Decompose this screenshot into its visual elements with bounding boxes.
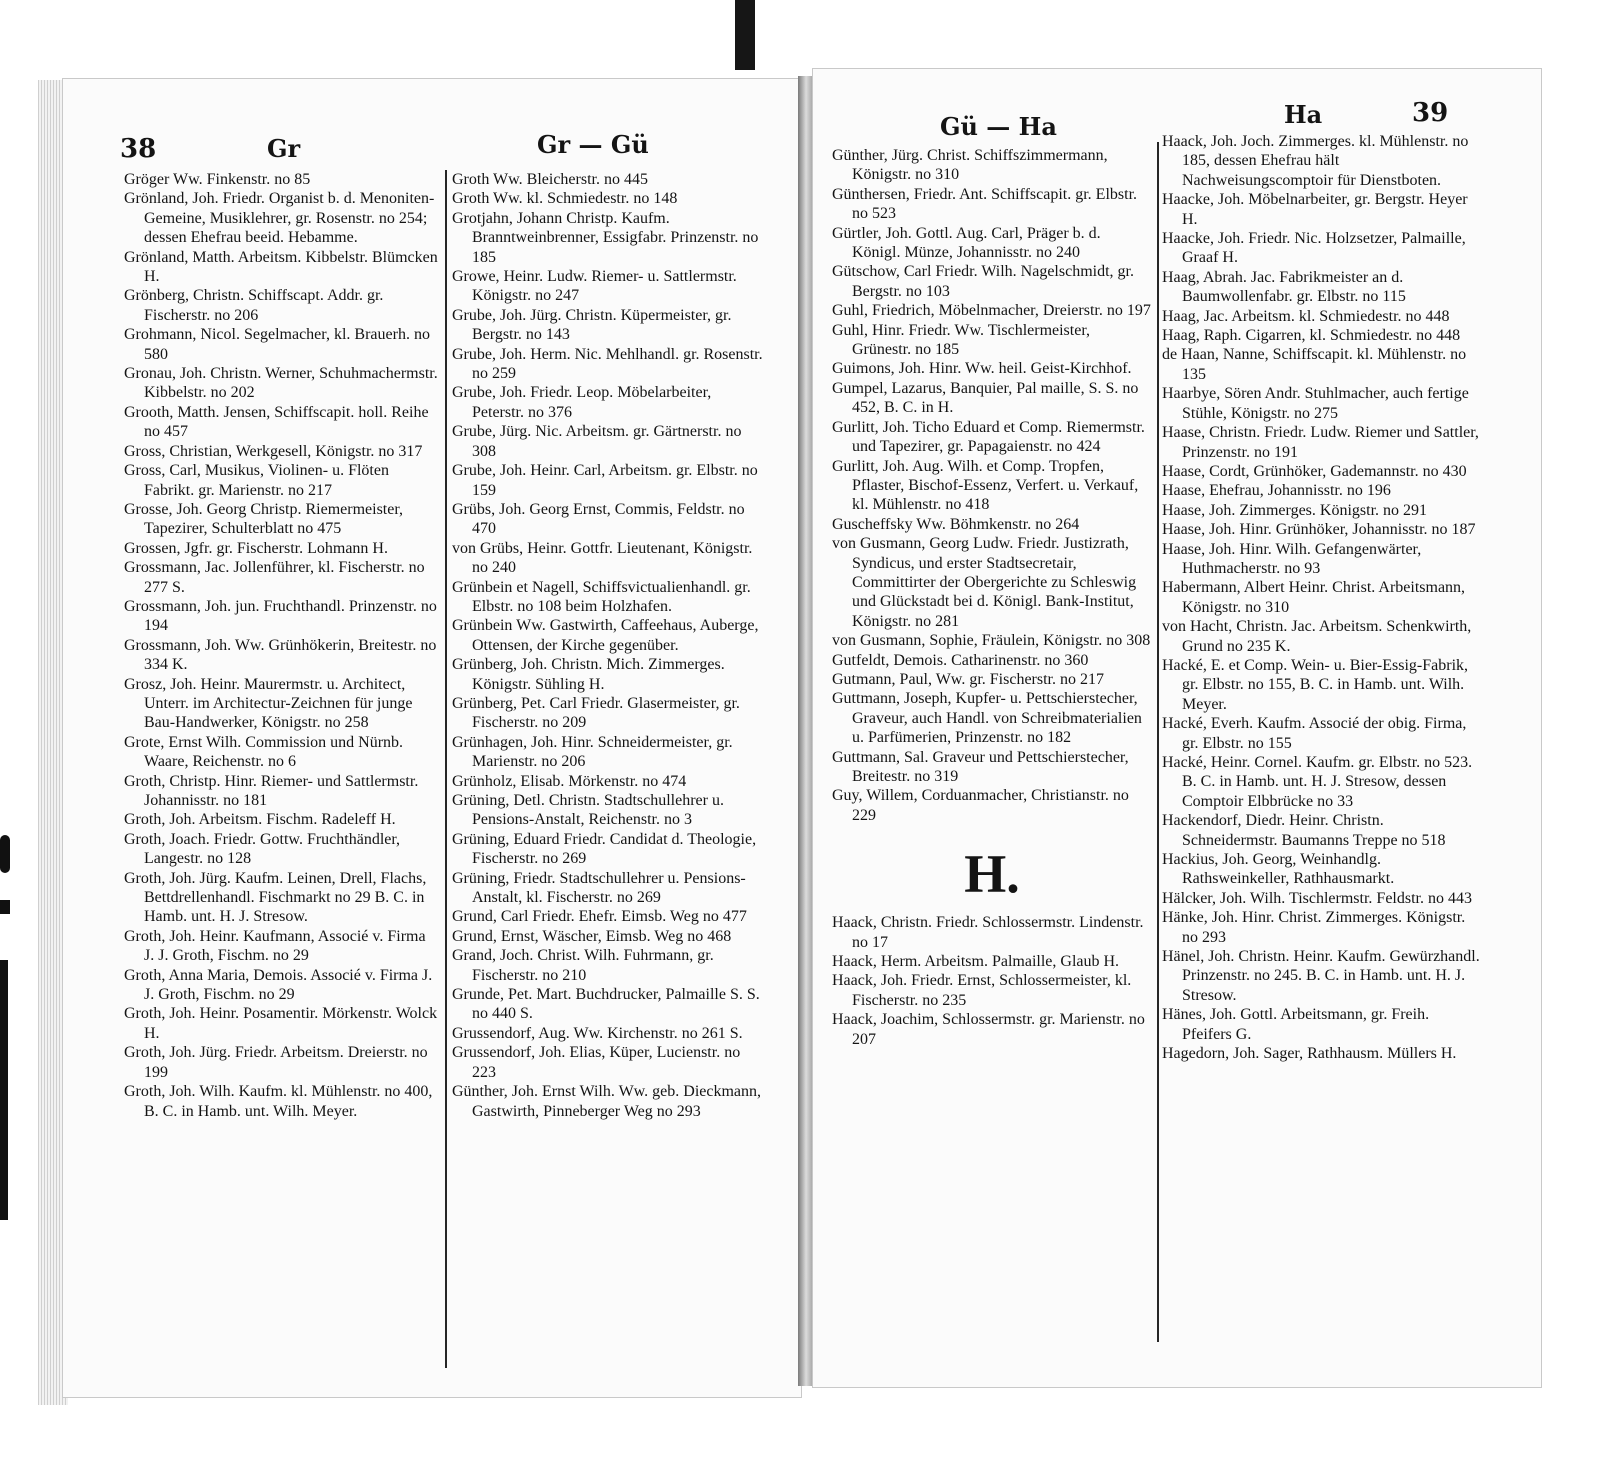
column-rule [1157, 142, 1159, 1342]
page-header-right: Gr — Gü [537, 130, 649, 159]
directory-entry: Grünberg, Joh. Christn. Mich. Zimmerges. Königstr. Sühling H. [452, 656, 725, 693]
directory-entry: Hacké, E. et Comp. Wein- u. Bier-Essig-Fabrik, gr. Elbstr. no 155, B. C. in Hamb. unt. Wilh. Meyer. [1162, 656, 1469, 713]
directory-entry: Grund, Carl Friedr. Ehefr. Eimsb. Weg no 477 [452, 908, 747, 926]
directory-entry: Haase, Ehefrau, Johannisstr. no 196 [1162, 482, 1391, 500]
column-rule [445, 170, 447, 1368]
directory-entry: de Haan, Nanne, Schiffscapit. kl. Mühlenstr. no 135 [1162, 346, 1467, 383]
directory-entry: Guy, Willem, Corduanmacher, Christianstr. no 229 [832, 787, 1129, 824]
directory-entry: Guimons, Joh. Hinr. Ww. heil. Geist-Kirchhof. [832, 360, 1132, 378]
directory-entry: Hacké, Everh. Kaufm. Associé der obig. Firma, gr. Elbstr. no 155 [1162, 715, 1467, 752]
directory-entry: Gutfeldt, Demois. Catharinenstr. no 360 [832, 651, 1089, 669]
directory-entry: Hänke, Joh. Hinr. Christ. Zimmerges. Königstr. no 293 [1162, 909, 1466, 946]
directory-entry: Grünbein Ww. Gastwirth, Caffeehaus, Auberge, Ottensen, der Kirche gegenüber. [452, 617, 759, 654]
directory-entry: Groth, Joh. Heinr. Posamentir. Mörkenstr. Wolck H. [124, 1005, 438, 1042]
directory-entry: Groth Ww. kl. Schmiedestr. no 148 [452, 190, 678, 208]
binding-mark [0, 960, 8, 1220]
directory-entry: Hagedorn, Joh. Sager, Rathhausm. Müllers H. [1162, 1045, 1457, 1063]
directory-entry: Haase, Joh. Zimmerges. Königstr. no 291 [1162, 501, 1428, 519]
directory-entry: Grünhagen, Joh. Hinr. Schneidermeister, gr. Marienstr. no 206 [452, 733, 733, 771]
directory-entry: Grand, Joch. Christ. Wilh. Fuhrmann, gr. Fischerstr. no 210 [452, 947, 714, 984]
directory-entry: Haack, Joh. Joch. Zimmerges. kl. Mühlenstr. no 185, dessen Ehefrau hält Nachweisungscomptoir für Dienstboten. [1162, 133, 1469, 189]
directory-entry: Grossen, Jgfr. gr. Fischerstr. Lohmann H. [124, 539, 388, 557]
directory-entry: Haack, Joachim, Schlossermstr. gr. Marienstr. no 207 [832, 1011, 1145, 1048]
directory-entry: Grüning, Eduard Friedr. Candidat d. Theologie, Fischerstr. no 269 [452, 830, 757, 868]
directory-entry: Grossmann, Joh. Ww. Grünhökerin, Breitestr. no 334 K. [124, 636, 437, 674]
directory-entry: Groth Ww. Bleicherstr. no 445 [452, 171, 648, 188]
directory-entry: Gurlitt, Joh. Aug. Wilh. et Comp. Tropfen, Pflaster, Bischof-Essenz, Verfert. u. Verkauf, kl. Mühlenstr. no 418 [832, 457, 1139, 514]
directory-entry: Grünbein et Nagell, Schiffsvictualienhandl. gr. Elbstr. no 108 beim Holzhafen. [452, 578, 751, 615]
directory-entry: Gütschow, Carl Friedr. Wilh. Nagelschmidt, gr. Bergstr. no 103 [832, 263, 1134, 300]
page-header-left: Gr [267, 134, 301, 163]
directory-entry: von Gusmann, Georg Ludw. Friedr. Justizrath, Syndicus, und erster Stadtsecretair, Committirter der Obergerichte zu Schleswig und Glückstadt bei d. Königl. Bank-Institut, Königstr. no 281 [832, 535, 1137, 630]
directory-entry: Hackius, Joh. Georg, Weinhandlg. Rathsweinkeller, Rathhausmarkt. [1162, 851, 1395, 888]
directory-entry: Grönland, Matth. Arbeitsm. Kibbelstr. Blümcken H. [124, 248, 438, 286]
directory-entry: von Grübs, Heinr. Gottfr. Lieutenant, Königstr. no 240 [452, 539, 753, 577]
directory-entry: Grube, Joh. Herm. Nic. Mehlhandl. gr. Rosenstr. no 259 [452, 345, 763, 383]
directory-entry: Groth, Joh. Heinr. Kaufmann, Associé v. Firma J. J. Groth, Fischm. no 29 [124, 927, 426, 965]
directory-entry: Guscheffsky Ww. Böhmkenstr. no 264 [832, 515, 1080, 533]
directory-entry: Hacké, Heinr. Cornel. Kaufm. gr. Elbstr. no 523. B. C. in Hamb. unt. H. J. Stresow, dessen Comptoir Elbbrücke no 33 [1162, 754, 1473, 810]
directory-entry: Grossmann, Joh. jun. Fruchthandl. Prinzenstr. no 194 [124, 597, 437, 635]
directory-entry: Haacke, Joh. Friedr. Nic. Holzsetzer, Palmaille, Graaf H. [1162, 230, 1466, 267]
directory-entry: Habermann, Albert Heinr. Christ. Arbeitsmann, Königstr. no 310 [1162, 579, 1466, 616]
directory-entry: Grünberg, Pet. Carl Friedr. Glasermeister, gr. Fischerstr. no 209 [452, 694, 740, 732]
directory-column [452, 170, 767, 1121]
directory-column [832, 146, 1152, 1049]
directory-entry: Grönland, Joh. Friedr. Organist b. d. Menoniten-Gemeine, Musiklehrer, gr. Rosenstr. no 254; dessen Ehefrau beeid. Hebamme. [124, 190, 435, 247]
directory-entry: Haack, Joh. Friedr. Ernst, Schlossermeister, kl. Fischerstr. no 235 [832, 972, 1132, 1009]
directory-entry: Grube, Joh. Heinr. Carl, Arbeitsm. gr. Elbstr. no 159 [452, 462, 758, 499]
directory-entry: Grussendorf, Joh. Elias, Küper, Lucienstr. no 223 [452, 1044, 741, 1081]
directory-entry: Grossmann, Jac. Jollenführer, kl. Fischerstr. no 277 S. [124, 559, 425, 596]
directory-entry: Growe, Heinr. Ludw. Riemer- u. Sattlermstr. Königstr. no 247 [452, 268, 737, 305]
directory-entry: Hackendorf, Diedr. Heinr. Christn. Schneidermstr. Baumanns Treppe no 518 [1162, 812, 1446, 849]
right-page [812, 68, 1542, 1388]
directory-entry: Grünholz, Elisab. Mörkenstr. no 474 [452, 772, 687, 790]
section-letter: H. [964, 844, 1020, 905]
directory-entry: Grunde, Pet. Mart. Buchdrucker, Palmaille S. S. no 440 S. [452, 986, 760, 1023]
bookmark-ribbon [735, 0, 755, 70]
directory-entry: Hälcker, Joh. Wilh. Tischlermstr. Feldstr. no 443 [1162, 889, 1472, 907]
binding-mark [0, 900, 10, 914]
directory-entry: Haag, Jac. Arbeitsm. kl. Schmiedestr. no 448 [1162, 307, 1450, 325]
directory-entry: Gumpel, Lazarus, Banquier, Pal maille, S. S. no 452, B. C. in H. [832, 379, 1139, 417]
directory-entry: Grund, Ernst, Wäscher, Eimsb. Weg no 468 [452, 927, 732, 945]
left-page [62, 78, 802, 1398]
page-header-left: Gü — Ha [940, 112, 1057, 141]
directory-entry: Günther, Joh. Ernst Wilh. Ww. geb. Dieckmann, Gastwirth, Pinneberger Weg no 293 [452, 1083, 762, 1120]
directory-entry: Grüning, Detl. Christn. Stadtschullehrer u. Pensions-Anstalt, Reichenstr. no 3 [452, 792, 724, 829]
directory-entry: Günthersen, Friedr. Ant. Schiffscapit. gr. Elbstr. no 523 [832, 185, 1138, 223]
directory-entry: Hänel, Joh. Christn. Heinr. Kaufm. Gewürzhandl. Prinzenstr. no 245. B. C. in Hamb. unt. H. J. Stresow. [1162, 948, 1480, 1004]
directory-entry: Groth, Anna Maria, Demois. Associé v. Firma J. J. Groth, Fischm. no 29 [124, 966, 433, 1004]
directory-entry: Guhl, Friedrich, Möbelnmacher, Dreierstr. no 197 [832, 302, 1151, 320]
directory-entry: Gürtler, Joh. Gottl. Aug. Carl, Präger b. d. Königl. Münze, Johannisstr. no 240 [832, 224, 1101, 262]
directory-entry: Haarbye, Sören Andr. Stuhlmacher, auch fertige Stühle, Königstr. no 275 [1162, 385, 1469, 422]
directory-column [1162, 132, 1482, 1064]
directory-entry: Grube, Joh. Friedr. Leop. Möbelarbeiter, Peterstr. no 376 [452, 384, 712, 421]
directory-entry: Groth, Joach. Friedr. Gottw. Fruchthändler, Langestr. no 128 [124, 830, 401, 868]
directory-entry: Haase, Christn. Friedr. Ludw. Riemer und Sattler, Prinzenstr. no 191 [1162, 424, 1479, 461]
directory-entry: Grube, Joh. Jürg. Christn. Küpermeister, gr. Bergstr. no 143 [452, 306, 732, 344]
directory-entry: Gronau, Joh. Christn. Werner, Schuhmachermstr. Kibbelstr. no 202 [124, 365, 438, 402]
directory-entry: von Gusmann, Sophie, Fräulein, Königstr. no 308 [832, 632, 1151, 650]
directory-entry: Gross, Christian, Werkgesell, Königstr. no 317 [124, 442, 423, 460]
directory-entry: Gröger Ww. Finkenstr. no 85 [124, 171, 311, 188]
page-number: 38 [120, 134, 157, 164]
directory-entry: Gurlitt, Joh. Ticho Eduard et Comp. Riemermstr. und Tapezirer, gr. Papagaienstr. no 424 [832, 418, 1145, 456]
directory-entry: Groth, Joh. Wilh. Kaufm. kl. Mühlenstr. no 400, B. C. in Hamb. unt. Wilh. Meyer. [124, 1083, 433, 1120]
directory-entry: Haase, Joh. Hinr. Wilh. Gefangenwärter, Huthmacherstr. no 93 [1162, 540, 1422, 577]
directory-entry: Haack, Herm. Arbeitsm. Palmaille, Glaub H. [832, 953, 1120, 971]
directory-entry: Haase, Cordt, Grünhöker, Gademannstr. no 430 [1162, 462, 1467, 480]
directory-entry: Haacke, Joh. Möbelnarbeiter, gr. Bergstr. Heyer H. [1162, 191, 1468, 228]
directory-entry: Gross, Carl, Musikus, Violinen- u. Flöten Fabrikt. gr. Marienstr. no 217 [124, 462, 389, 499]
directory-entry: Grönberg, Christn. Schiffscapt. Addr. gr. Fischerstr. no 206 [124, 287, 384, 324]
directory-entry: Haag, Raph. Cigarren, kl. Schmiedestr. no 448 [1162, 327, 1461, 345]
directory-entry: Haase, Joh. Hinr. Grünhöker, Johannisstr. no 187 [1162, 521, 1476, 539]
directory-entry: Groth, Joh. Arbeitsm. Fischm. Radeleff H. [124, 811, 396, 829]
directory-entry: Groth, Joh. Jürg. Kaufm. Leinen, Drell, Flachs, Bettdrellenhandl. Fischmarkt no 29 B. C. in Hamb. unt. H. J. Stresow. [124, 869, 427, 926]
directory-entry: Haag, Abrah. Jac. Fabrikmeister an d. Baumwollenfabr. gr. Elbstr. no 115 [1162, 268, 1406, 306]
directory-entry: Grohmann, Nicol. Segelmacher, kl. Brauerh. no 580 [124, 326, 430, 363]
directory-entry: Grussendorf, Aug. Ww. Kirchenstr. no 261 S. [452, 1024, 743, 1042]
directory-entry: Grube, Jürg. Nic. Arbeitsm. gr. Gärtnerstr. no 308 [452, 423, 742, 460]
directory-column [124, 170, 439, 1121]
directory-entry: Grübs, Joh. Georg Ernst, Commis, Feldstr. no 470 [452, 500, 745, 538]
directory-entry: Hänes, Joh. Gottl. Arbeitsmann, gr. Freih. Pfeifers G. [1162, 1006, 1430, 1043]
directory-entry: von Hacht, Christn. Jac. Arbeitsm. Schenkwirth, Grund no 235 K. [1162, 618, 1472, 655]
directory-entry: Grüning, Friedr. Stadtschullehrer u. Pensions-Anstalt, kl. Fischerstr. no 269 [452, 869, 746, 907]
directory-entry: Guhl, Hinr. Friedr. Ww. Tischlermeister, Grünestr. no 185 [832, 321, 1091, 359]
directory-entry: Haack, Christn. Friedr. Schlossermstr. Lindenstr. no 17 [832, 914, 1144, 951]
directory-entry: Günther, Jürg. Christ. Schiffszimmermann, Königstr. no 310 [832, 147, 1108, 184]
directory-entry: Grooth, Matth. Jensen, Schiffscapit. holl. Reihe no 457 [124, 403, 429, 441]
page-header-right: Ha [1284, 100, 1323, 129]
directory-entry: Groth, Joh. Jürg. Friedr. Arbeitsm. Dreierstr. no 199 [124, 1044, 428, 1081]
directory-entry: Guttmann, Sal. Graveur und Pettschierstecher, Breitestr. no 319 [832, 748, 1129, 785]
directory-entry: Grosz, Joh. Heinr. Maurermstr. u. Architect, Unterr. im Architectur-Zeichnen für junge Bau-Handwerker, Königstr. no 258 [124, 675, 413, 732]
directory-entry: Groth, Christp. Hinr. Riemer- und Sattlermstr. Johannisstr. no 181 [124, 772, 419, 809]
directory-entry: Grosse, Joh. Georg Christp. Riemermeister, Tapezirer, Schulterblatt no 475 [124, 500, 404, 538]
directory-entry: Grotjahn, Johann Christp. Kaufm. Branntweinbrenner, Essigfabr. Prinzenstr. no 185 [452, 209, 759, 266]
binding-mark [0, 835, 10, 873]
directory-entry: Guttmann, Joseph, Kupfer- u. Pettschierstecher, Graveur, auch Handl. von Schreibmaterialien u. Parfümerien, Prinzenstr. no 182 [832, 690, 1142, 747]
directory-entry: Grote, Ernst Wilh. Commission und Nürnb. Waare, Reichenstr. no 6 [124, 733, 404, 771]
directory-entry: Gutmann, Paul, Ww. gr. Fischerstr. no 217 [832, 670, 1104, 688]
page-number: 39 [1412, 98, 1449, 128]
